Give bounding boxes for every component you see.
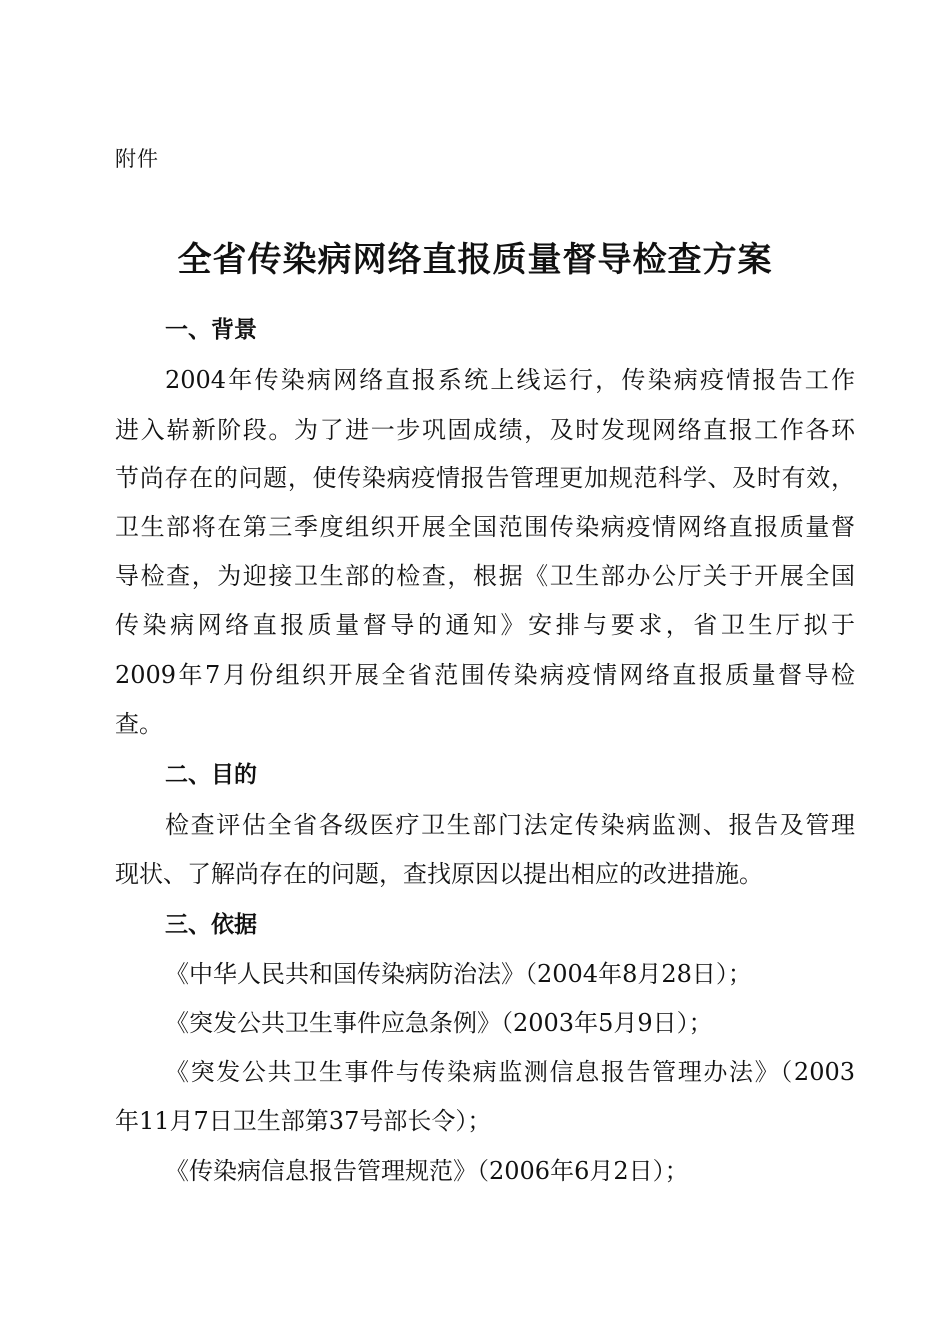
- section-heading-purpose: 二、目的: [165, 762, 257, 788]
- reference-item: 《突发公共卫生事件应急条例》（2003年5月9日）；: [165, 1009, 713, 1037]
- reference-item: 《传染病信息报告管理规范》（2006年6月2日）；: [165, 1157, 689, 1185]
- paragraph-line: 节尚存在的问题，使传染病疫情报告管理更加规范科学、及时有效，: [115, 464, 855, 492]
- paragraph-line: 查。: [115, 710, 163, 738]
- section-heading-basis: 三、依据: [165, 912, 257, 938]
- reference-item-continuation: 年11月7日卫生部第37号部长令）；: [115, 1107, 492, 1135]
- section-heading-background: 一、背景: [165, 317, 257, 343]
- paragraph-line: 2009年7月份组织开展全省范围传染病疫情网络直报质量督导检: [115, 661, 855, 689]
- reference-item: 《突发公共卫生事件与传染病监测信息报告管理办法》（2003: [165, 1058, 855, 1086]
- paragraph-line: 卫生部将在第三季度组织开展全国范围传染病疫情网络直报质量督: [115, 513, 855, 541]
- attachment-label: 附件: [115, 147, 159, 171]
- paragraph-line: 传染病网络直报质量督导的通知》安排与要求，省卫生厅拟于: [115, 611, 855, 639]
- reference-item: 《中华人民共和国传染病防治法》（2004年8月28日）；: [165, 960, 752, 988]
- document-title: 全省传染病网络直报质量督导检查方案: [177, 240, 773, 280]
- paragraph-line: 进入崭新阶段。为了进一步巩固成绩，及时发现网络直报工作各环: [115, 416, 855, 444]
- paragraph-line: 2004年传染病网络直报系统上线运行，传染病疫情报告工作: [165, 366, 855, 394]
- paragraph-line: 检查评估全省各级医疗卫生部门法定传染病监测、报告及管理: [165, 811, 855, 839]
- paragraph-line: 现状、了解尚存在的问题，查找原因以提出相应的改进措施。: [115, 860, 763, 888]
- paragraph-line: 导检查，为迎接卫生部的检查，根据《卫生部办公厅关于开展全国: [115, 562, 855, 590]
